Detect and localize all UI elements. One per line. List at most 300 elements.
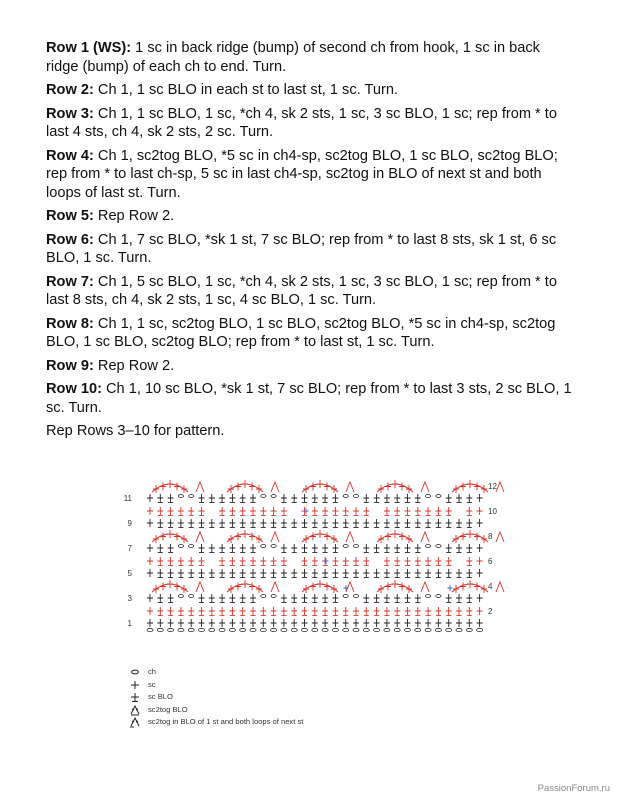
sc-stitch (240, 569, 246, 578)
sc-stitch (353, 519, 359, 528)
fan-sc-stitch (385, 483, 391, 491)
row-9-instruction (46, 357, 576, 376)
sc-stitch (425, 569, 431, 578)
sc-stitch (250, 607, 256, 616)
fan-sc-stitch (378, 585, 384, 593)
sc-stitch (250, 494, 256, 503)
sc-stitch (384, 507, 390, 516)
fan-sc-stitch (249, 533, 255, 541)
sc-stitch (281, 544, 287, 553)
sc-stitch (291, 519, 297, 528)
sc-stitch (302, 557, 308, 566)
chain-stitch (261, 495, 266, 498)
sc-stitch (250, 519, 256, 528)
sc-stitch (219, 607, 225, 616)
sc2tog-stitch (496, 582, 504, 592)
sc-stitch (209, 519, 215, 528)
row-text: Ch 1, 7 sc BLO, *sk 1 st, 7 sc BLO; rep from * to last 8 sts, sk 1 st, 6 sc BLO, 1 sc. Turn. (46, 231, 557, 266)
sc-stitch (168, 594, 174, 603)
sc-stitch (291, 619, 297, 627)
chain-stitch (157, 628, 163, 631)
sc-stitch (147, 619, 153, 627)
fan-sc-stitch (242, 530, 248, 538)
sc-stitch (168, 619, 174, 627)
sc-stitch (446, 519, 452, 528)
sc-stitch (425, 557, 431, 566)
row-8-instruction (46, 315, 576, 352)
chain-stitch (353, 495, 358, 498)
sc-stitch (291, 569, 297, 578)
sc-stitch (168, 494, 174, 503)
chain-stitch (291, 628, 297, 631)
chain-stitch (271, 495, 276, 498)
sc-stitch (281, 519, 287, 528)
sc-stitch (415, 507, 421, 516)
sc2tog-stitch (421, 532, 429, 542)
sc-stitch (415, 494, 421, 503)
sc-stitch (322, 544, 328, 553)
sc-stitch (332, 569, 338, 578)
sc-stitch (312, 569, 318, 578)
sc2tog-stitch (271, 482, 279, 492)
sc-stitch (240, 507, 246, 516)
sc-stitch (147, 519, 153, 527)
sc-stitch (240, 557, 246, 566)
sc-stitch (374, 544, 380, 553)
sc-stitch (219, 569, 225, 578)
sc-stitch (394, 544, 400, 553)
sc-stitch (240, 494, 246, 503)
sc-stitch (332, 519, 338, 528)
sc-stitch (363, 507, 369, 516)
sc-stitch (302, 569, 308, 578)
sc-stitch (157, 619, 163, 627)
chain-stitch (363, 628, 369, 631)
sc-stitch (271, 557, 277, 566)
fan-sc-stitch (392, 530, 398, 538)
sc-stitch (446, 594, 452, 603)
row-label: Row 7: (46, 273, 94, 290)
fan-sc-stitch (324, 483, 330, 491)
sc-stitch (240, 544, 246, 553)
row-label: Row 3: (46, 105, 94, 122)
sc-stitch (312, 557, 318, 566)
sc-stitch (322, 594, 328, 603)
sc-stitch (477, 507, 483, 515)
row-number-left: 5 (127, 569, 132, 578)
sc-stitch (405, 619, 411, 627)
chain-stitch (189, 595, 194, 598)
sc-stitch (477, 569, 483, 577)
sc-stitch (302, 519, 308, 528)
fan-sc-stitch (467, 580, 473, 588)
sc-stitch (240, 607, 246, 616)
fan-sc-stitch (474, 533, 480, 541)
fan-sc-stitch (481, 485, 487, 493)
row-number-left: 11 (123, 494, 132, 503)
chain-stitch (343, 545, 348, 548)
chain-stitch (425, 628, 431, 631)
sc-stitch (199, 544, 205, 553)
legend (128, 666, 428, 729)
fan-sc-stitch (331, 485, 337, 493)
row-label: Row 1 (WS): (46, 40, 132, 56)
fan-sc-stitch (378, 485, 384, 493)
sc-stitch (291, 494, 297, 503)
chain-stitch (178, 595, 183, 598)
row-7-instruction (46, 273, 576, 310)
legend-item-sc-blo (128, 691, 428, 704)
row-label: Row 2: (46, 82, 94, 98)
row-label: Row 4: (46, 147, 94, 164)
sc-stitch (405, 607, 411, 616)
sc-stitch (178, 557, 184, 566)
fan-sc-stitch (385, 533, 391, 541)
sc-stitch (178, 619, 184, 627)
fan-sc-stitch (474, 483, 480, 491)
chain-stitch (374, 628, 380, 631)
sc-stitch (394, 494, 400, 503)
chain-oval-icon (128, 666, 142, 678)
fan-sc-stitch (324, 583, 330, 591)
sc-stitch (322, 569, 328, 578)
sc-stitch (415, 594, 421, 603)
sc-stitch (147, 544, 153, 552)
sc-stitch (477, 557, 483, 565)
sc-stitch (250, 594, 256, 603)
fan-sc-stitch (392, 480, 398, 488)
sc-stitch (188, 607, 194, 616)
sc-stitch (394, 607, 400, 616)
sc-stitch (415, 519, 421, 528)
accent-mark (448, 585, 453, 591)
sc-stitch (219, 619, 225, 627)
chain-stitch (426, 495, 431, 498)
chain-stitch (343, 628, 349, 631)
row-number-right: 12 (488, 482, 497, 491)
row-number-left: 7 (127, 544, 132, 553)
sc2tog-stitch (496, 532, 504, 542)
sc-stitch (363, 544, 369, 553)
sc-stitch (199, 619, 205, 627)
fan-sc-stitch (460, 533, 466, 541)
sc-stitch (332, 494, 338, 503)
sc-stitch (415, 569, 421, 578)
sc-stitch (281, 607, 287, 616)
fan-sc-stitch (331, 535, 337, 543)
chain-stitch (446, 628, 452, 631)
sc-stitch (425, 619, 431, 627)
chain-stitch (189, 545, 194, 548)
chain-stitch (456, 628, 462, 631)
sc-stitch (332, 544, 338, 553)
legend-item-ch (128, 666, 428, 679)
fan-sc-stitch (460, 583, 466, 591)
sc-stitch (291, 594, 297, 603)
sc-stitch (312, 619, 318, 627)
sc-stitch (405, 544, 411, 553)
sc-stitch (363, 619, 369, 627)
chain-stitch (466, 628, 472, 631)
sc-stitch (384, 619, 390, 627)
sc-stitch (291, 544, 297, 553)
sc-stitch (147, 594, 153, 602)
sc-stitch (353, 557, 359, 566)
chain-stitch (271, 595, 276, 598)
sc-stitch (405, 569, 411, 578)
sc-stitch (394, 519, 400, 528)
sc-stitch (446, 619, 452, 627)
sc2tog-stitch (496, 482, 504, 492)
row-1-instruction (46, 39, 576, 76)
chain-stitch (147, 628, 153, 631)
row-number-right: 8 (488, 532, 493, 541)
sc-stitch (363, 594, 369, 603)
chain-stitch (384, 628, 390, 631)
row-text: Rep Row 2. (93, 357, 175, 374)
sc-stitch (415, 544, 421, 553)
sc-stitch (456, 519, 462, 528)
sc2tog-blo-icon (128, 704, 142, 716)
legend-label: sc (148, 679, 156, 689)
sc-stitch (435, 569, 441, 578)
sc-stitch (332, 607, 338, 616)
sc-stitch (312, 494, 318, 503)
legend-item-sc2tog-mixed (128, 716, 428, 729)
sc-stitch (219, 544, 225, 553)
chain-stitch (415, 628, 421, 631)
fan-sc-stitch (160, 583, 166, 591)
sc-stitch (456, 594, 462, 603)
sc-stitch (260, 519, 266, 528)
sc-stitch (199, 594, 205, 603)
row-6-instruction (46, 231, 576, 268)
chain-stitch (332, 628, 338, 631)
sc-stitch (446, 494, 452, 503)
chain-stitch (199, 628, 205, 631)
sc-stitch (147, 494, 153, 502)
sc-stitch (466, 507, 472, 516)
chain-stitch (394, 628, 400, 631)
sc-stitch (260, 619, 266, 627)
chain-stitch (178, 545, 183, 548)
sc-stitch (384, 557, 390, 566)
sc-stitch (466, 569, 472, 578)
sc-stitch (374, 594, 380, 603)
sc-stitch (178, 569, 184, 578)
row-text: Ch 1, 10 sc BLO, *sk 1 st, 7 sc BLO; rep from * to last 3 sts, 2 sc BLO, 1 sc. Turn. (46, 381, 572, 416)
fan-sc-stitch (392, 580, 398, 588)
fan-sc-stitch (453, 585, 459, 593)
sc-stitch (188, 569, 194, 578)
pattern-instructions (46, 39, 576, 446)
sc-stitch (477, 594, 483, 602)
sc-stitch (446, 544, 452, 553)
sc-stitch (374, 619, 380, 627)
chain-stitch (188, 628, 194, 631)
sc-stitch (363, 494, 369, 503)
sc-stitch (229, 594, 235, 603)
sc-stitch (456, 569, 462, 578)
sc-stitch (477, 607, 483, 615)
chain-stitch (426, 595, 431, 598)
fan-sc-stitch (167, 580, 173, 588)
sc-stitch (425, 519, 431, 528)
chain-stitch (426, 545, 431, 548)
sc-stitch (384, 607, 390, 616)
row-text: Rep Row 2. (93, 208, 175, 224)
sc-stitch (302, 607, 308, 616)
sc-stitch (477, 544, 483, 552)
fan-sc-stitch (181, 485, 187, 493)
sc-stitch (466, 594, 472, 603)
sc-stitch (332, 594, 338, 603)
sc-stitch (188, 507, 194, 516)
row-text: Ch 1, sc2tog BLO, *5 sc in ch4-sp, sc2tog BLO, 1 sc BLO, sc2tog BLO; rep from * to last ch-sp, 5 sc in last ch4-sp, sc2tog in BLO of next st and both loops of last st. Turn. (46, 147, 558, 201)
row-number-left: 3 (127, 594, 132, 603)
sc-stitch (229, 619, 235, 627)
sc-stitch (322, 507, 328, 516)
sc-stitch (363, 519, 369, 528)
sc-stitch (250, 619, 256, 627)
sc-stitch (219, 557, 225, 566)
sc-stitch (435, 607, 441, 616)
fan-sc-stitch (153, 485, 159, 493)
sc-stitch (147, 569, 153, 577)
fan-sc-stitch (399, 583, 405, 591)
sc-stitch (229, 569, 235, 578)
sc-stitch (219, 594, 225, 603)
fan-sc-stitch (481, 535, 487, 543)
sc-stitch (199, 569, 205, 578)
sc-stitch (374, 569, 380, 578)
row-text: 1 sc in back ridge (bump) of second ch from hook, 1 sc in back ridge (bump) of each ch to end. Turn. (46, 40, 540, 75)
sc-stitch (157, 507, 163, 516)
sc-stitch (405, 519, 411, 528)
sc-stitch (466, 619, 472, 627)
sc-stitch (477, 494, 483, 502)
watermark: PassionForum.ru (537, 783, 610, 794)
fan-sc-stitch (399, 483, 405, 491)
fan-sc-stitch (242, 580, 248, 588)
sc-stitch (229, 494, 235, 503)
sc-stitch (353, 619, 359, 627)
row-label: Row 8: (46, 315, 94, 332)
sc-stitch (363, 607, 369, 616)
sc-stitch (446, 557, 452, 566)
sc-stitch (271, 569, 277, 578)
sc-stitch (157, 557, 163, 566)
sc-stitch (168, 569, 174, 578)
fan-sc-stitch (324, 533, 330, 541)
chain-stitch (209, 628, 215, 631)
fan-sc-stitch (303, 535, 309, 543)
sc-stitch (466, 494, 472, 503)
row-number-right: 6 (488, 557, 493, 566)
sc-stitch (394, 557, 400, 566)
sc-stitch (260, 507, 266, 516)
sc-stitch (157, 519, 163, 528)
sc-stitch (312, 594, 318, 603)
sc2tog-stitch (421, 482, 429, 492)
fan-sc-stitch (228, 535, 234, 543)
chain-stitch (271, 628, 277, 631)
sc-stitch (384, 569, 390, 578)
chain-stitch (436, 545, 441, 548)
sc-stitch (312, 544, 318, 553)
fan-sc-stitch (331, 585, 337, 593)
fan-sc-stitch (303, 485, 309, 493)
sc-stitch (157, 594, 163, 603)
chain-stitch (260, 628, 266, 631)
sc-stitch (302, 619, 308, 627)
fan-sc-stitch (310, 483, 316, 491)
sc-stitch (405, 494, 411, 503)
chain-stitch (405, 628, 411, 631)
sc-stitch (229, 507, 235, 516)
fan-sc-stitch (406, 485, 412, 493)
sc-stitch (260, 569, 266, 578)
row-3-instruction (46, 105, 576, 142)
sc-stitch (415, 619, 421, 627)
sc-stitch (343, 519, 349, 528)
chain-stitch (271, 545, 276, 548)
sc-stitch (343, 557, 349, 566)
sc-stitch (405, 507, 411, 516)
sc-stitch (394, 619, 400, 627)
sc-stitch (435, 557, 441, 566)
sc2tog-mixed-icon (128, 716, 142, 728)
sc-stitch (219, 519, 225, 528)
fan-sc-stitch (235, 533, 241, 541)
sc-blo-icon (128, 691, 142, 703)
sc-stitch (446, 569, 452, 578)
row-text: Ch 1, 5 sc BLO, 1 sc, *ch 4, sk 2 sts, 1 sc, 3 sc BLO, 1 sc; rep from * to last 8 sts, ch 4, sk 2 sts, 1 sc, 4 sc BLO, 1 sc. Turn. (46, 273, 557, 308)
fan-sc-stitch (317, 530, 323, 538)
sc-stitch (229, 557, 235, 566)
fan-sc-stitch (174, 483, 180, 491)
sc-stitch (147, 507, 153, 515)
sc-stitch (353, 569, 359, 578)
sc-stitch (281, 619, 287, 627)
chain-stitch (302, 628, 308, 631)
sc2tog-stitch (346, 532, 354, 542)
sc-stitch (209, 607, 215, 616)
fan-sc-stitch (249, 483, 255, 491)
sc-stitch (240, 594, 246, 603)
accent-mark (344, 585, 349, 591)
row-text: Ch 1, 1 sc BLO, 1 sc, *ch 4, sk 2 sts, 1 sc, 3 sc BLO, 1 sc; rep from * to last 4 sts, ch 4, sk 2 sts, 2 sc. Turn. (46, 105, 557, 140)
chain-stitch (353, 595, 358, 598)
sc-stitch (199, 519, 205, 528)
sc-stitch (477, 519, 483, 527)
sc-stitch (219, 507, 225, 516)
sc-stitch (188, 519, 194, 528)
sc-stitch (374, 607, 380, 616)
sc-stitch (363, 569, 369, 578)
sc-stitch (168, 544, 174, 553)
fan-sc-stitch (167, 480, 173, 488)
sc-stitch (456, 494, 462, 503)
chain-stitch (261, 545, 266, 548)
sc-stitch (188, 557, 194, 566)
row-2-instruction (46, 81, 576, 100)
sc-stitch (394, 507, 400, 516)
stitch-chart (110, 465, 510, 645)
sc-stitch (363, 557, 369, 566)
legend-label: ch (148, 667, 157, 676)
row-label: Row 10: (46, 381, 102, 397)
